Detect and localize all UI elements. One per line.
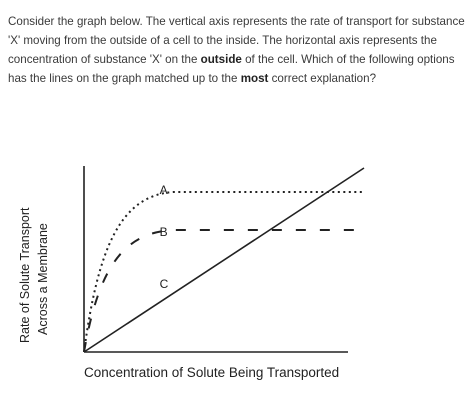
question-part-2: of the cell. Which of the following options has the lines on the graph matched up to the [8, 53, 455, 85]
series-label-b: B [159, 225, 168, 239]
y-axis-label [18, 193, 74, 343]
series-label-a: A [159, 183, 168, 197]
series-label-c: C [159, 277, 169, 291]
series-line-a [84, 192, 364, 352]
emphasis-most: most [240, 72, 269, 85]
question-part-1: Consider the graph below. The vertical axis represents the rate of transport for substance 'X' moving from the outside of a cell to the inside. The horizontal axis represents the concentration of substance 'X' on the [8, 15, 465, 66]
y-axis-label-line-1: Rate of Solute Transport [18, 207, 32, 343]
series-line-b [84, 230, 364, 352]
question-text [8, 12, 470, 88]
y-axis-label-line-2: Across a Membrane [36, 223, 50, 335]
series-line-c [84, 168, 364, 352]
emphasis-outside: outside [200, 53, 242, 66]
question-part-3: correct explanation? [268, 72, 377, 85]
series-layer [84, 168, 364, 352]
x-axis-label: Concentration of Solute Being Transported [84, 365, 340, 380]
